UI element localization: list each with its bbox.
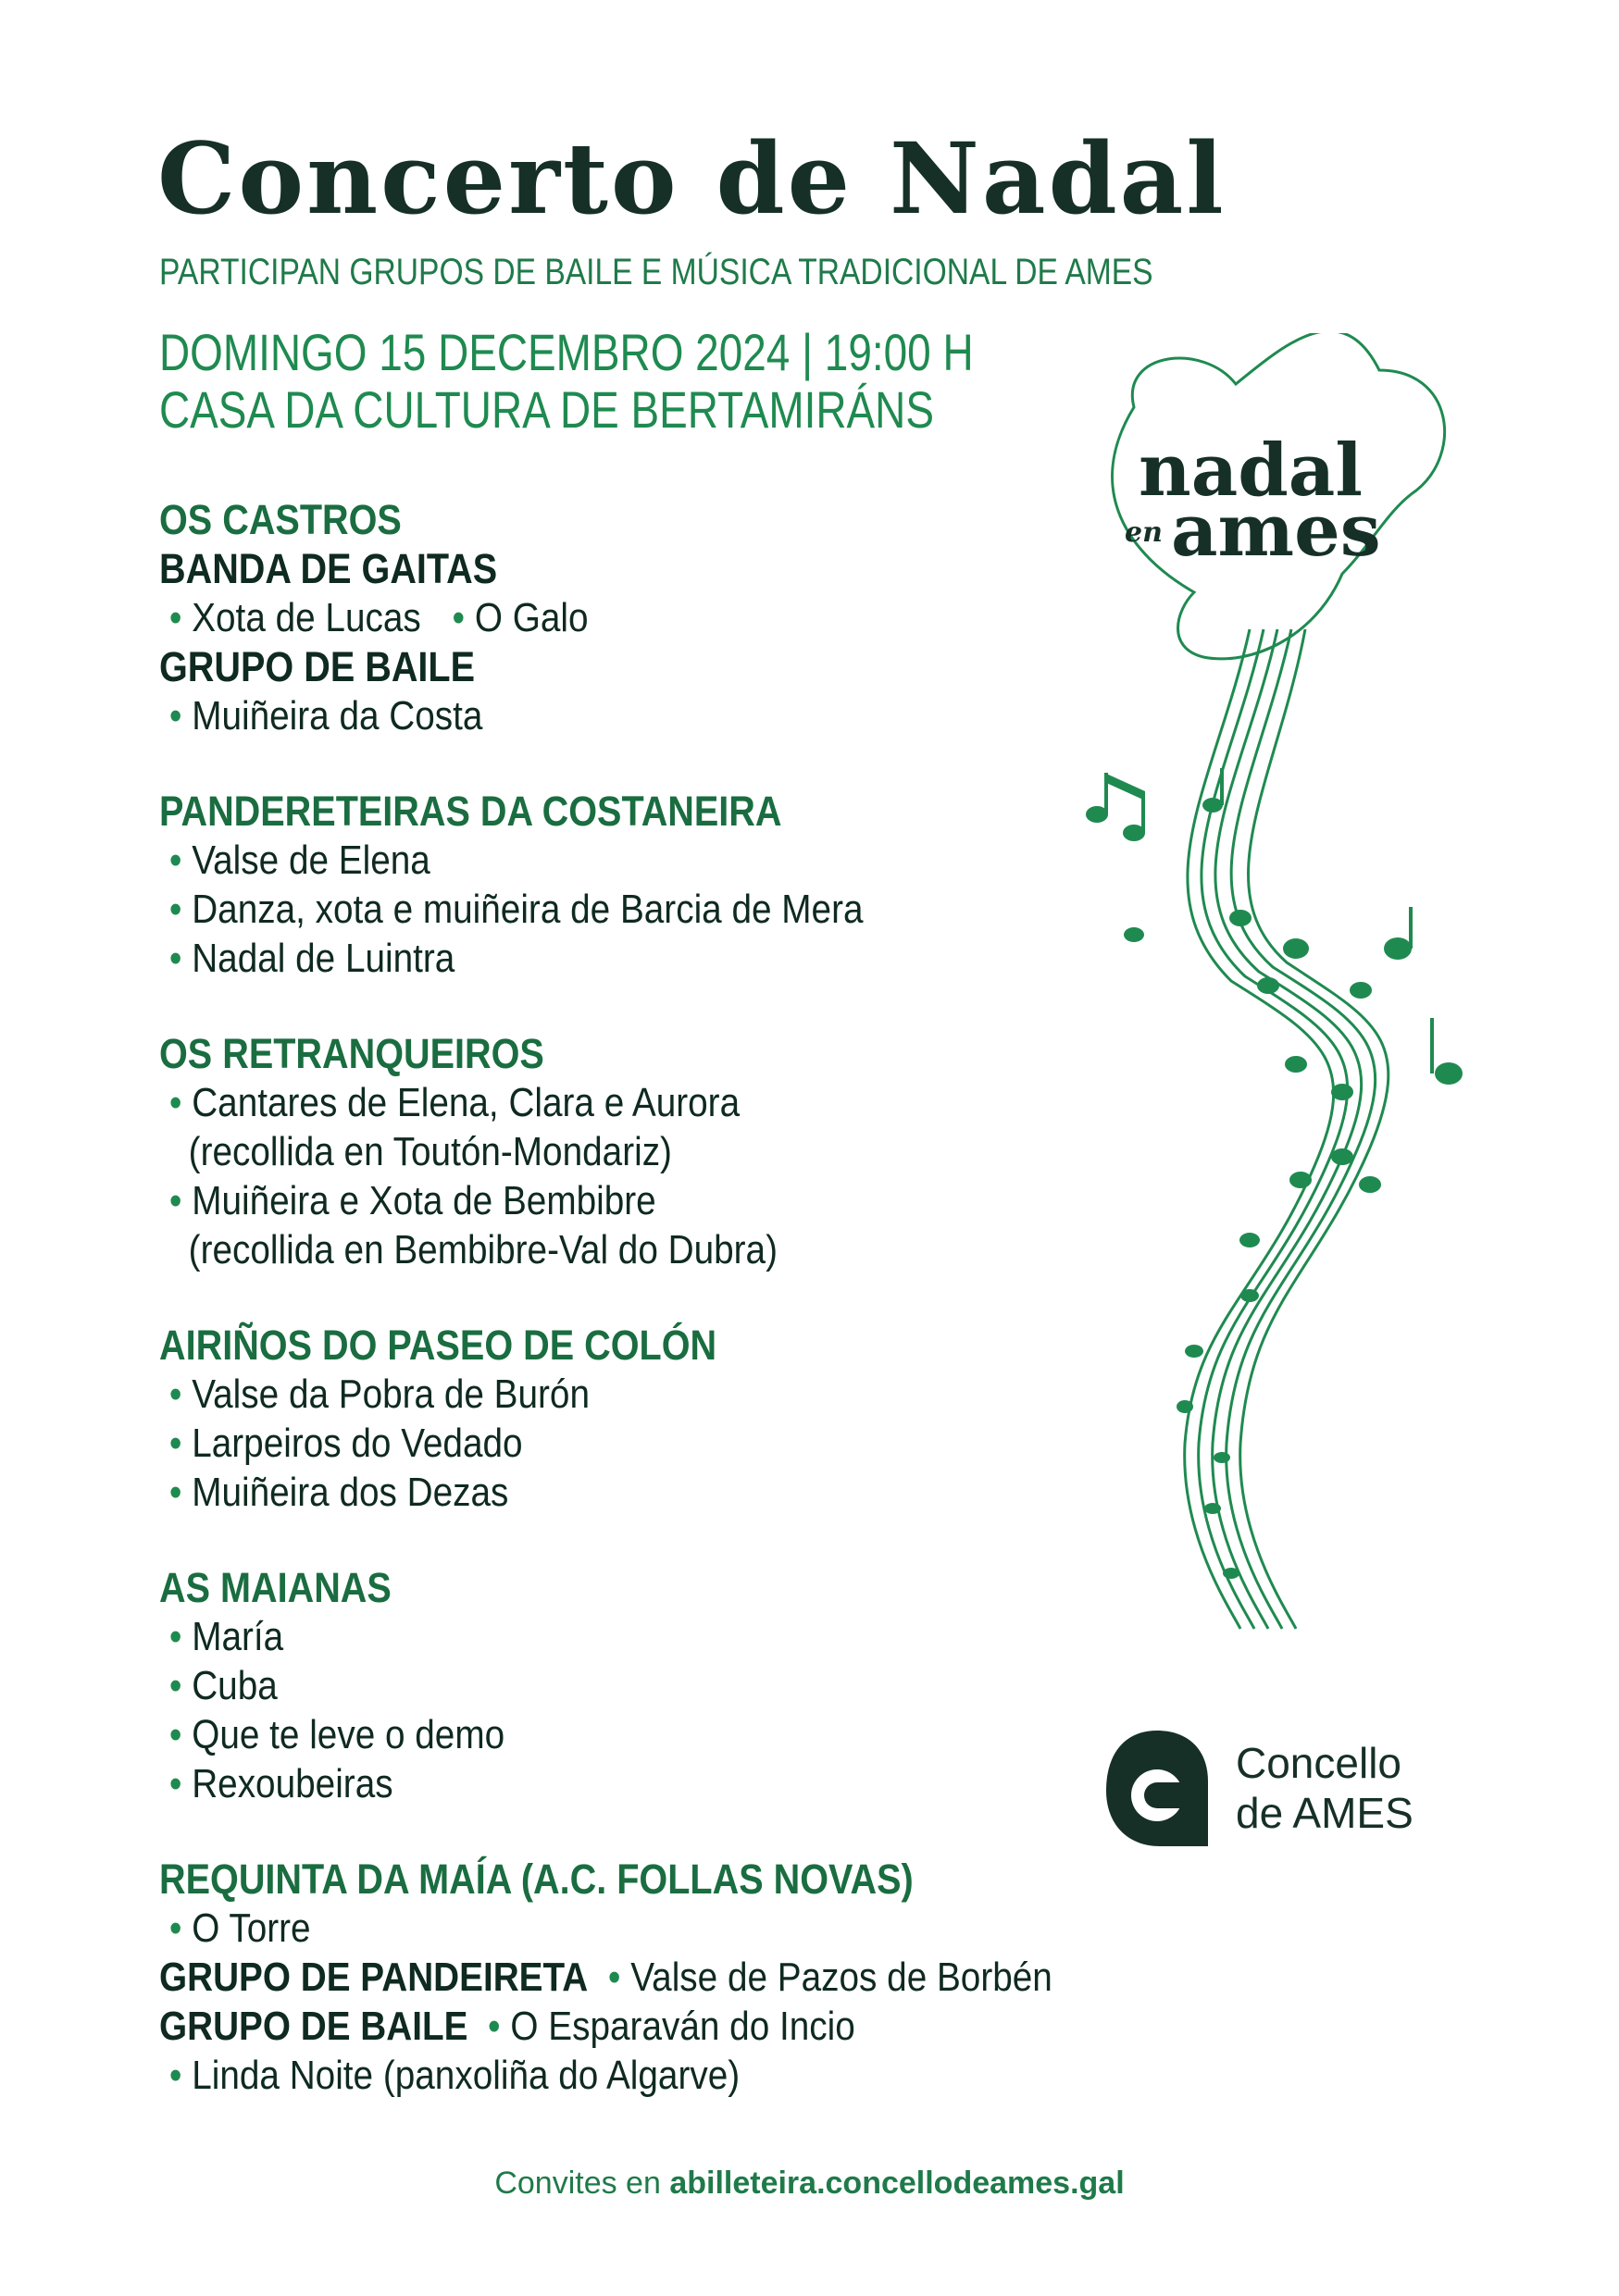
list-item: • Valse da Pobra de Burón [168, 1371, 590, 1417]
list-item: • Muiñeira e Xota de Bembibre [168, 1178, 656, 1223]
logo-line1: nadal [1139, 428, 1363, 513]
footer-tickets: Convites en abilleteira.concellodeames.gal [494, 2166, 1125, 2201]
subgroup-title: GRUPO DE BAILE [159, 2004, 468, 2049]
list-item: • Xota de Lucas • O Galo [168, 595, 589, 640]
group-airinos [159, 1321, 1159, 1517]
group-title: OS RETRANQUEIROS [159, 1030, 544, 1077]
list-item-note: (recollida en Toutón-Mondariz) [188, 1129, 672, 1174]
list-item: • Cuba [168, 1663, 278, 1708]
group-os-retranqueiros [159, 1029, 1159, 1274]
list-item: • Muiñeira da Costa [168, 693, 483, 738]
page-title: Concerto de Nadal [157, 120, 1227, 236]
list-item: GRUPO DE PANDEIRETA • Valse de Pazos de Borbén [159, 1955, 1052, 2000]
list-item: • Larpeiros do Vedado [168, 1421, 523, 1466]
subtitle: PARTICIPAN GRUPOS DE BAILE E MÚSICA TRADICIONAL DE AMES [159, 252, 1153, 292]
list-item-note: (recollida en Bembibre-Val do Dubra) [188, 1227, 778, 1272]
group-as-maianas [159, 1563, 1159, 1808]
list-item: • Que te leve o demo [168, 1712, 505, 1757]
list-item: • Linda Noite (panxoliña do Algarve) [168, 2053, 741, 2098]
list-item: • Nadal de Luintra [168, 936, 455, 981]
concello-a-icon [1106, 1731, 1208, 1846]
concello-label: Concello de AMES [1236, 1739, 1414, 1837]
group-title: PANDERETEIRAS DA COSTANEIRA [159, 788, 782, 835]
list-item: • Rexoubeiras [168, 1761, 393, 1806]
logo-line2: ames [1171, 489, 1381, 573]
program-list [159, 495, 1159, 2146]
event-date: DOMINGO 15 DECEMBRO 2024 | 19:00 H [159, 323, 974, 381]
subgroup-title: GRUPO DE PANDEIRETA [159, 1955, 589, 2000]
group-title: AIRIÑOS DO PASEO DE COLÓN [159, 1322, 717, 1369]
group-title: REQUINTA DA MAÍA (A.C. FOLLAS NOVAS) [159, 1855, 914, 1903]
staff-lines [1185, 629, 1389, 1629]
logo-small: en [1125, 516, 1163, 549]
nadal-en-ames-logo [1065, 333, 1509, 1726]
list-item: • Valse de Elena [168, 838, 430, 883]
group-pandereteiras [159, 787, 1159, 983]
group-title: OS CASTROS [159, 496, 402, 543]
list-item: • Muiñeira dos Dezas [168, 1470, 509, 1515]
list-item: GRUPO DE BAILE • O Esparaván do Incio [159, 2004, 855, 2049]
list-item: • María [168, 1614, 284, 1659]
music-notes [1086, 768, 1463, 1579]
music-staff-illustration [1065, 333, 1509, 1721]
group-title: AS MAIANAS [159, 1564, 392, 1611]
group-os-castros [159, 495, 1159, 740]
list-item: • Cantares de Elena, Clara e Aurora [168, 1080, 741, 1125]
group-requinta-da-maia [159, 1855, 1159, 2100]
event-venue: CASA DA CULTURA DE BERTAMIRÁNS [159, 380, 934, 439]
subgroup-title: GRUPO DE BAILE [159, 643, 476, 690]
list-item: • O Torre [168, 1905, 311, 1951]
concello-de-ames-logo [1106, 1731, 1414, 1851]
list-item: • Danza, xota e muiñeira de Barcia de Mera [168, 887, 864, 932]
subgroup-title: BANDA DE GAITAS [159, 545, 498, 592]
tickets-link[interactable]: abilleteira.concellodeames.gal [669, 2166, 1125, 2201]
